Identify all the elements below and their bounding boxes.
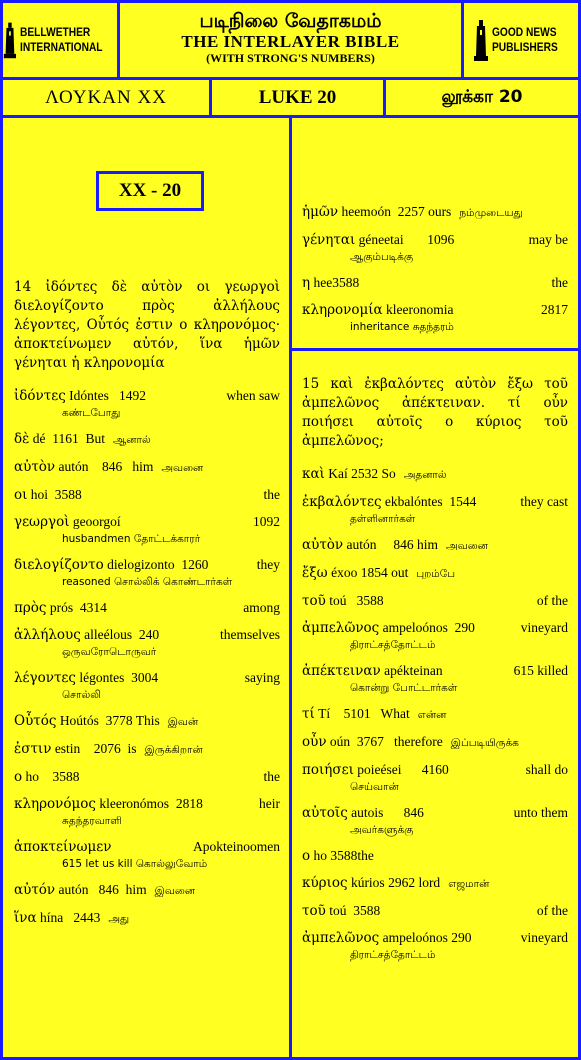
greek-word: ἔξω bbox=[302, 565, 328, 581]
tamil-gloss: அவனை bbox=[446, 540, 488, 552]
word-entry-main bbox=[302, 804, 424, 822]
verse-15-text: 15 καὶ ἐκβαλόντες αὐτὸν ἔξω τοῦ ἀμπελῶνος ἀπέκτειναν. τί οὖν ποιήσει αὐτοῖς ο κύριος τοῦ ἀμπελῶνος; bbox=[302, 376, 568, 449]
word-entry bbox=[14, 486, 280, 504]
word-entry bbox=[14, 838, 280, 872]
tamil-gloss: புறம்பே bbox=[416, 568, 456, 580]
word-entry-main bbox=[302, 733, 519, 752]
word-entry-main bbox=[302, 274, 359, 292]
word-entry bbox=[14, 599, 280, 617]
word-entry-main bbox=[14, 626, 159, 644]
word-entry-line bbox=[302, 274, 568, 292]
word-entry-line bbox=[14, 669, 280, 687]
word-entry-main bbox=[302, 203, 523, 222]
greek-word: ο bbox=[14, 769, 23, 785]
word-entry-line bbox=[302, 847, 568, 865]
word-entry-line bbox=[302, 301, 568, 319]
greek-word: διελογίζοντο bbox=[14, 557, 104, 573]
word-entry-main bbox=[302, 619, 475, 637]
word-entry-main bbox=[14, 458, 203, 477]
word-entry-line bbox=[302, 493, 568, 511]
greek-word: αὐτόν bbox=[14, 882, 56, 898]
word-entry bbox=[14, 556, 280, 590]
transliteration-strongs: ho 3588the bbox=[313, 848, 374, 863]
word-entry-main bbox=[302, 231, 454, 249]
tamil-gloss: செய்வான் bbox=[350, 781, 399, 793]
greek-word: αὐτὸν bbox=[14, 459, 56, 475]
title-english: THE INTERLAYER BIBLE bbox=[181, 32, 400, 51]
tamil-gloss: என்ன bbox=[417, 709, 447, 721]
word-entry bbox=[302, 564, 568, 583]
transliteration-strongs: ampeloónos 290 bbox=[382, 930, 472, 945]
greek-word: ἰδόντες bbox=[14, 388, 66, 404]
greek-word: λέγοντες bbox=[14, 670, 76, 686]
left-word-list bbox=[14, 387, 280, 928]
transliteration-strongs: géneetai 1096 bbox=[358, 232, 455, 247]
word-entry-line bbox=[14, 599, 280, 617]
word-entry-main bbox=[14, 881, 195, 900]
word-entry bbox=[14, 768, 280, 786]
tamil-gloss: கொன்று போட்டார்கள் bbox=[350, 682, 458, 694]
english-gloss: unto them bbox=[513, 805, 568, 820]
transliteration-strongs: alleélous 240 bbox=[84, 627, 160, 642]
word-entry bbox=[14, 513, 280, 547]
transliteration-strongs: oún 3767 therefore bbox=[329, 734, 443, 749]
word-entry bbox=[14, 909, 280, 928]
english-gloss: themselves bbox=[220, 627, 280, 642]
word-entry bbox=[302, 203, 568, 222]
transliteration-strongs: ekbalóntes 1544 bbox=[384, 494, 477, 509]
word-entry-line bbox=[302, 929, 568, 947]
right-word-list bbox=[302, 465, 568, 963]
chapter-badge: XX - 20 bbox=[96, 171, 204, 211]
left-logo bbox=[3, 3, 117, 77]
tamil-gloss: இவன் bbox=[167, 716, 199, 728]
word-entry bbox=[14, 740, 280, 759]
word-entry bbox=[302, 536, 568, 555]
transliteration-strongs: dielogizonto 1260 bbox=[107, 557, 209, 572]
word-entry bbox=[14, 430, 280, 449]
transliteration-strongs: prós 4314 bbox=[49, 600, 107, 615]
tamil-gloss: அவர்களுக்கு bbox=[350, 824, 414, 836]
greek-word: ἐκβαλόντες bbox=[302, 494, 382, 510]
right-top-word-list bbox=[302, 203, 568, 335]
word-entry bbox=[14, 669, 280, 703]
transliteration-strongs: autón 846 him bbox=[58, 882, 147, 897]
transliteration-strongs: autois 846 bbox=[351, 805, 424, 820]
greek-word: ἀμπελῶνος bbox=[302, 930, 380, 946]
word-entry-line bbox=[302, 761, 568, 779]
english-gloss: of the bbox=[536, 903, 568, 918]
tamil-gloss: இருக்கிறான் bbox=[144, 744, 203, 756]
word-entry-main bbox=[302, 902, 380, 920]
right-top-panel bbox=[292, 118, 578, 348]
right-column-content bbox=[302, 375, 568, 972]
title-subtitle: (WITH STRONG'S NUMBERS) bbox=[206, 51, 375, 65]
greek-word: τοῦ bbox=[302, 903, 326, 919]
word-entry-line bbox=[14, 430, 280, 449]
word-entry bbox=[14, 881, 280, 900]
greek-word: δὲ bbox=[14, 431, 30, 447]
title-tamil: படிநிலை வேதாகமம் bbox=[199, 10, 382, 32]
word-entry-line bbox=[302, 231, 568, 249]
tamil-gloss: அவனை bbox=[161, 462, 204, 474]
left-logo-text: BELLWETHER INTERNATIONAL bbox=[19, 25, 103, 54]
word-entry-line bbox=[302, 536, 568, 555]
word-entry-line bbox=[302, 564, 568, 583]
tamil-gloss: அதனால் bbox=[403, 469, 447, 481]
transliteration-strongs: kleeronomia bbox=[386, 302, 454, 317]
greek-word: τί bbox=[302, 706, 315, 722]
word-entry bbox=[14, 458, 280, 477]
word-entry bbox=[302, 465, 568, 484]
english-gloss: of the bbox=[536, 593, 568, 608]
tamil-gloss: இப்படியிருக்க bbox=[450, 737, 519, 749]
word-entry-line bbox=[302, 619, 568, 637]
english-gloss: the bbox=[263, 487, 280, 502]
tamil-gloss: சுதந்தரவாளி bbox=[62, 815, 122, 827]
tamil-gloss: 615 let us kill கொல்லுவோம் bbox=[62, 858, 208, 870]
english-gloss: 1092 bbox=[253, 514, 280, 529]
word-entry-main bbox=[14, 838, 112, 856]
greek-word: οι bbox=[14, 487, 28, 503]
greek-word: γένηται bbox=[302, 232, 356, 248]
word-entry-main bbox=[302, 847, 374, 865]
transliteration-strongs: Tí 5101 What bbox=[318, 706, 410, 721]
transliteration-strongs: kleeronómos 2818 bbox=[99, 796, 203, 811]
word-entry-main bbox=[14, 556, 208, 574]
word-entry-main bbox=[302, 536, 488, 555]
tamil-gloss: தள்ளினார்கள் bbox=[350, 513, 416, 525]
word-entry bbox=[14, 712, 280, 731]
word-entry-main bbox=[302, 761, 449, 779]
right-top-content bbox=[302, 203, 568, 344]
transliteration-strongs: geoorgoí bbox=[72, 514, 121, 529]
right-column bbox=[292, 351, 578, 1057]
word-entry-line bbox=[14, 486, 280, 504]
verse-14-text: 14 ἰδόντες δὲ αὐτὸν οι γεωργοὶ διελογίζοντο πρὸς ἀλλήλους λέγοντες, Οὗτός ἐστιν ο κληρονόμος· ἀποκτείνωμεν αὐτόν, ἵνα ἡμῶν γένηται ἡ κληρονομία bbox=[14, 279, 280, 371]
transliteration-strongs: toú 3588 bbox=[329, 593, 384, 608]
word-entry-line bbox=[14, 626, 280, 644]
greek-word: πρὸς bbox=[14, 600, 47, 616]
word-entry-line bbox=[14, 768, 280, 786]
tamil-gloss: அது bbox=[108, 913, 130, 925]
tamil-gloss: husbandmen தோட்டக்காரர் bbox=[62, 533, 201, 545]
greek-word: ἀπέκτειναν bbox=[302, 663, 381, 679]
tamil-gloss: ஆனால் bbox=[113, 434, 151, 446]
word-entry-main bbox=[14, 740, 203, 759]
tamil-gloss: நம்முடையது bbox=[459, 207, 523, 219]
tamil-gloss: reasoned சொல்லிக் கொண்டார்கள் bbox=[62, 576, 233, 588]
greek-word: Οὗτός bbox=[14, 713, 57, 729]
english-gloss: vineyard bbox=[520, 620, 568, 635]
greek-word: ο bbox=[302, 848, 311, 864]
tamil-gloss: ஒருவரோடொருவர் bbox=[62, 646, 157, 658]
transliteration-strongs: toú 3588 bbox=[329, 903, 381, 918]
transliteration-strongs: ho 3588 bbox=[25, 769, 80, 784]
greek-word: ἀμπελῶνος bbox=[302, 620, 380, 636]
word-entry-line bbox=[302, 902, 568, 920]
word-entry-main bbox=[302, 564, 455, 583]
english-gloss: among bbox=[243, 600, 280, 615]
word-entry-main bbox=[302, 465, 447, 484]
word-entry bbox=[302, 874, 568, 893]
greek-word: ἀλλήλους bbox=[14, 627, 81, 643]
word-entry-main bbox=[14, 712, 198, 731]
word-entry-main bbox=[14, 795, 203, 813]
transliteration-strongs: autón 846 him bbox=[346, 537, 439, 552]
tamil-gloss: இவனை bbox=[154, 885, 196, 897]
word-entry bbox=[302, 761, 568, 795]
word-entry-line bbox=[14, 712, 280, 731]
english-gloss: heir bbox=[259, 796, 280, 811]
word-entry-line bbox=[302, 733, 568, 752]
tamil-gloss: inheritance சுதந்தரம் bbox=[350, 321, 454, 333]
transliteration-strongs: éxoo 1854 out bbox=[331, 565, 409, 580]
word-entry-line bbox=[302, 804, 568, 822]
greek-word: ἵνα bbox=[14, 910, 37, 926]
transliteration-strongs: légontes 3004 bbox=[79, 670, 159, 685]
greek-word: γεωργοὶ bbox=[14, 514, 70, 530]
word-entry-main bbox=[14, 513, 121, 531]
word-entry-line bbox=[302, 465, 568, 484]
word-entry bbox=[302, 231, 568, 265]
tamil-gloss: ஆகும்படிக்கு bbox=[350, 251, 414, 263]
word-entry-main bbox=[14, 768, 80, 786]
transliteration-strongs: hoi 3588 bbox=[30, 487, 82, 502]
english-gloss: 2817 bbox=[541, 302, 568, 317]
left-column-content bbox=[14, 278, 280, 937]
tamil-gloss: திராட்சத்தோட்டம் bbox=[350, 639, 436, 651]
english-gloss: saying bbox=[244, 670, 280, 685]
word-entry bbox=[302, 592, 568, 610]
greek-word: κληρονομία bbox=[302, 302, 383, 318]
word-entry-line bbox=[302, 662, 568, 680]
transliteration-strongs: ampeloónos 290 bbox=[382, 620, 475, 635]
word-entry bbox=[302, 733, 568, 752]
greek-word: ἀποκτείνωμεν bbox=[14, 839, 112, 855]
word-entry-main bbox=[14, 430, 151, 449]
english-gloss: they cast bbox=[520, 494, 568, 509]
english-gloss: when saw bbox=[226, 388, 280, 403]
word-entry-line bbox=[14, 909, 280, 928]
reference-tamil: லூக்கா 20 bbox=[386, 80, 578, 115]
word-entry-main bbox=[302, 874, 489, 893]
word-entry-line bbox=[14, 838, 280, 856]
transliteration-strongs: Idóntes 1492 bbox=[69, 388, 147, 403]
greek-word: καὶ bbox=[302, 466, 325, 482]
word-entry-main bbox=[14, 486, 82, 504]
word-entry bbox=[302, 493, 568, 527]
word-entry-main bbox=[302, 929, 471, 947]
word-entry-main bbox=[302, 662, 443, 680]
word-entry-line bbox=[14, 458, 280, 477]
greek-word: ποιήσει bbox=[302, 762, 354, 778]
transliteration-strongs: Hoútós 3778 This bbox=[59, 713, 160, 728]
word-entry bbox=[14, 387, 280, 421]
transliteration-strongs: heemoón 2257 ours bbox=[341, 204, 452, 219]
greek-word: η bbox=[302, 275, 311, 291]
greek-word: τοῦ bbox=[302, 593, 326, 609]
reference-english: LUKE 20 bbox=[212, 80, 383, 115]
english-gloss: Apokteinoomen bbox=[193, 839, 280, 854]
tamil-gloss: திராட்சத்தோட்டம் bbox=[350, 949, 436, 961]
word-entry bbox=[302, 662, 568, 696]
tamil-gloss: எஜமான் bbox=[448, 878, 490, 890]
tamil-gloss: சொல்லி bbox=[62, 689, 101, 701]
word-entry bbox=[302, 705, 568, 724]
word-entry-main bbox=[14, 909, 129, 928]
word-entry-line bbox=[302, 592, 568, 610]
word-entry-main bbox=[302, 592, 384, 610]
transliteration-strongs: autón 846 him bbox=[58, 459, 154, 474]
right-logo bbox=[464, 3, 578, 77]
title-block bbox=[120, 3, 461, 77]
transliteration-strongs: hee3588 bbox=[313, 275, 360, 290]
word-entry bbox=[302, 804, 568, 838]
word-entry-line bbox=[14, 740, 280, 759]
word-entry-main bbox=[14, 669, 158, 687]
word-entry bbox=[302, 847, 568, 865]
word-entry-line bbox=[14, 387, 280, 405]
greek-word: ἐστιν bbox=[14, 741, 52, 757]
greek-word: κύριος bbox=[302, 875, 348, 891]
word-entry bbox=[302, 619, 568, 653]
bellwether-tower-icon bbox=[3, 18, 17, 62]
english-gloss: 615 killed bbox=[513, 663, 568, 678]
word-entry-line bbox=[14, 881, 280, 900]
english-gloss: vineyard bbox=[520, 930, 568, 945]
word-entry-main bbox=[14, 599, 107, 617]
transliteration-strongs: estin 2076 is bbox=[54, 741, 137, 756]
word-entry bbox=[14, 626, 280, 660]
word-entry-line bbox=[302, 874, 568, 893]
word-entry-line bbox=[14, 556, 280, 574]
word-entry-main bbox=[302, 493, 476, 511]
greek-word: αὐτοῖς bbox=[302, 805, 348, 821]
greek-word: κληρονόμος bbox=[14, 796, 96, 812]
left-column bbox=[3, 118, 289, 1057]
reference-greek: ΛΟΥΚΑΝ XX bbox=[3, 80, 209, 115]
word-entry bbox=[302, 929, 568, 963]
greek-word: αὐτὸν bbox=[302, 537, 344, 553]
transliteration-strongs: hína 2443 bbox=[40, 910, 101, 925]
transliteration-strongs: dé 1161 But bbox=[32, 431, 105, 446]
word-entry-line bbox=[302, 203, 568, 222]
transliteration-strongs: Kaí 2532 So bbox=[328, 466, 396, 481]
transliteration-strongs: apékteinan bbox=[384, 663, 443, 678]
transliteration-strongs: poieései 4160 bbox=[357, 762, 449, 777]
english-gloss: the bbox=[551, 275, 568, 290]
good-news-tower-icon bbox=[473, 18, 489, 62]
word-entry-main bbox=[14, 387, 146, 405]
english-gloss: shall do bbox=[525, 762, 568, 777]
english-gloss: the bbox=[263, 769, 280, 784]
right-logo-text: GOOD NEWS PUBLISHERS bbox=[491, 25, 558, 54]
english-gloss: may be bbox=[528, 232, 568, 247]
word-entry bbox=[302, 902, 568, 920]
word-entry bbox=[14, 795, 280, 829]
greek-word: ἡμῶν bbox=[302, 204, 339, 220]
word-entry-main bbox=[302, 705, 446, 724]
word-entry bbox=[302, 301, 568, 335]
word-entry-line bbox=[302, 705, 568, 724]
word-entry-main bbox=[302, 301, 454, 319]
word-entry-line bbox=[14, 795, 280, 813]
english-gloss: they bbox=[256, 557, 280, 572]
tamil-gloss: கண்டபோது bbox=[62, 407, 121, 419]
word-entry bbox=[302, 274, 568, 292]
word-entry-line bbox=[14, 513, 280, 531]
transliteration-strongs: kúrios 2962 lord bbox=[350, 875, 441, 890]
greek-word: οὖν bbox=[302, 734, 327, 750]
